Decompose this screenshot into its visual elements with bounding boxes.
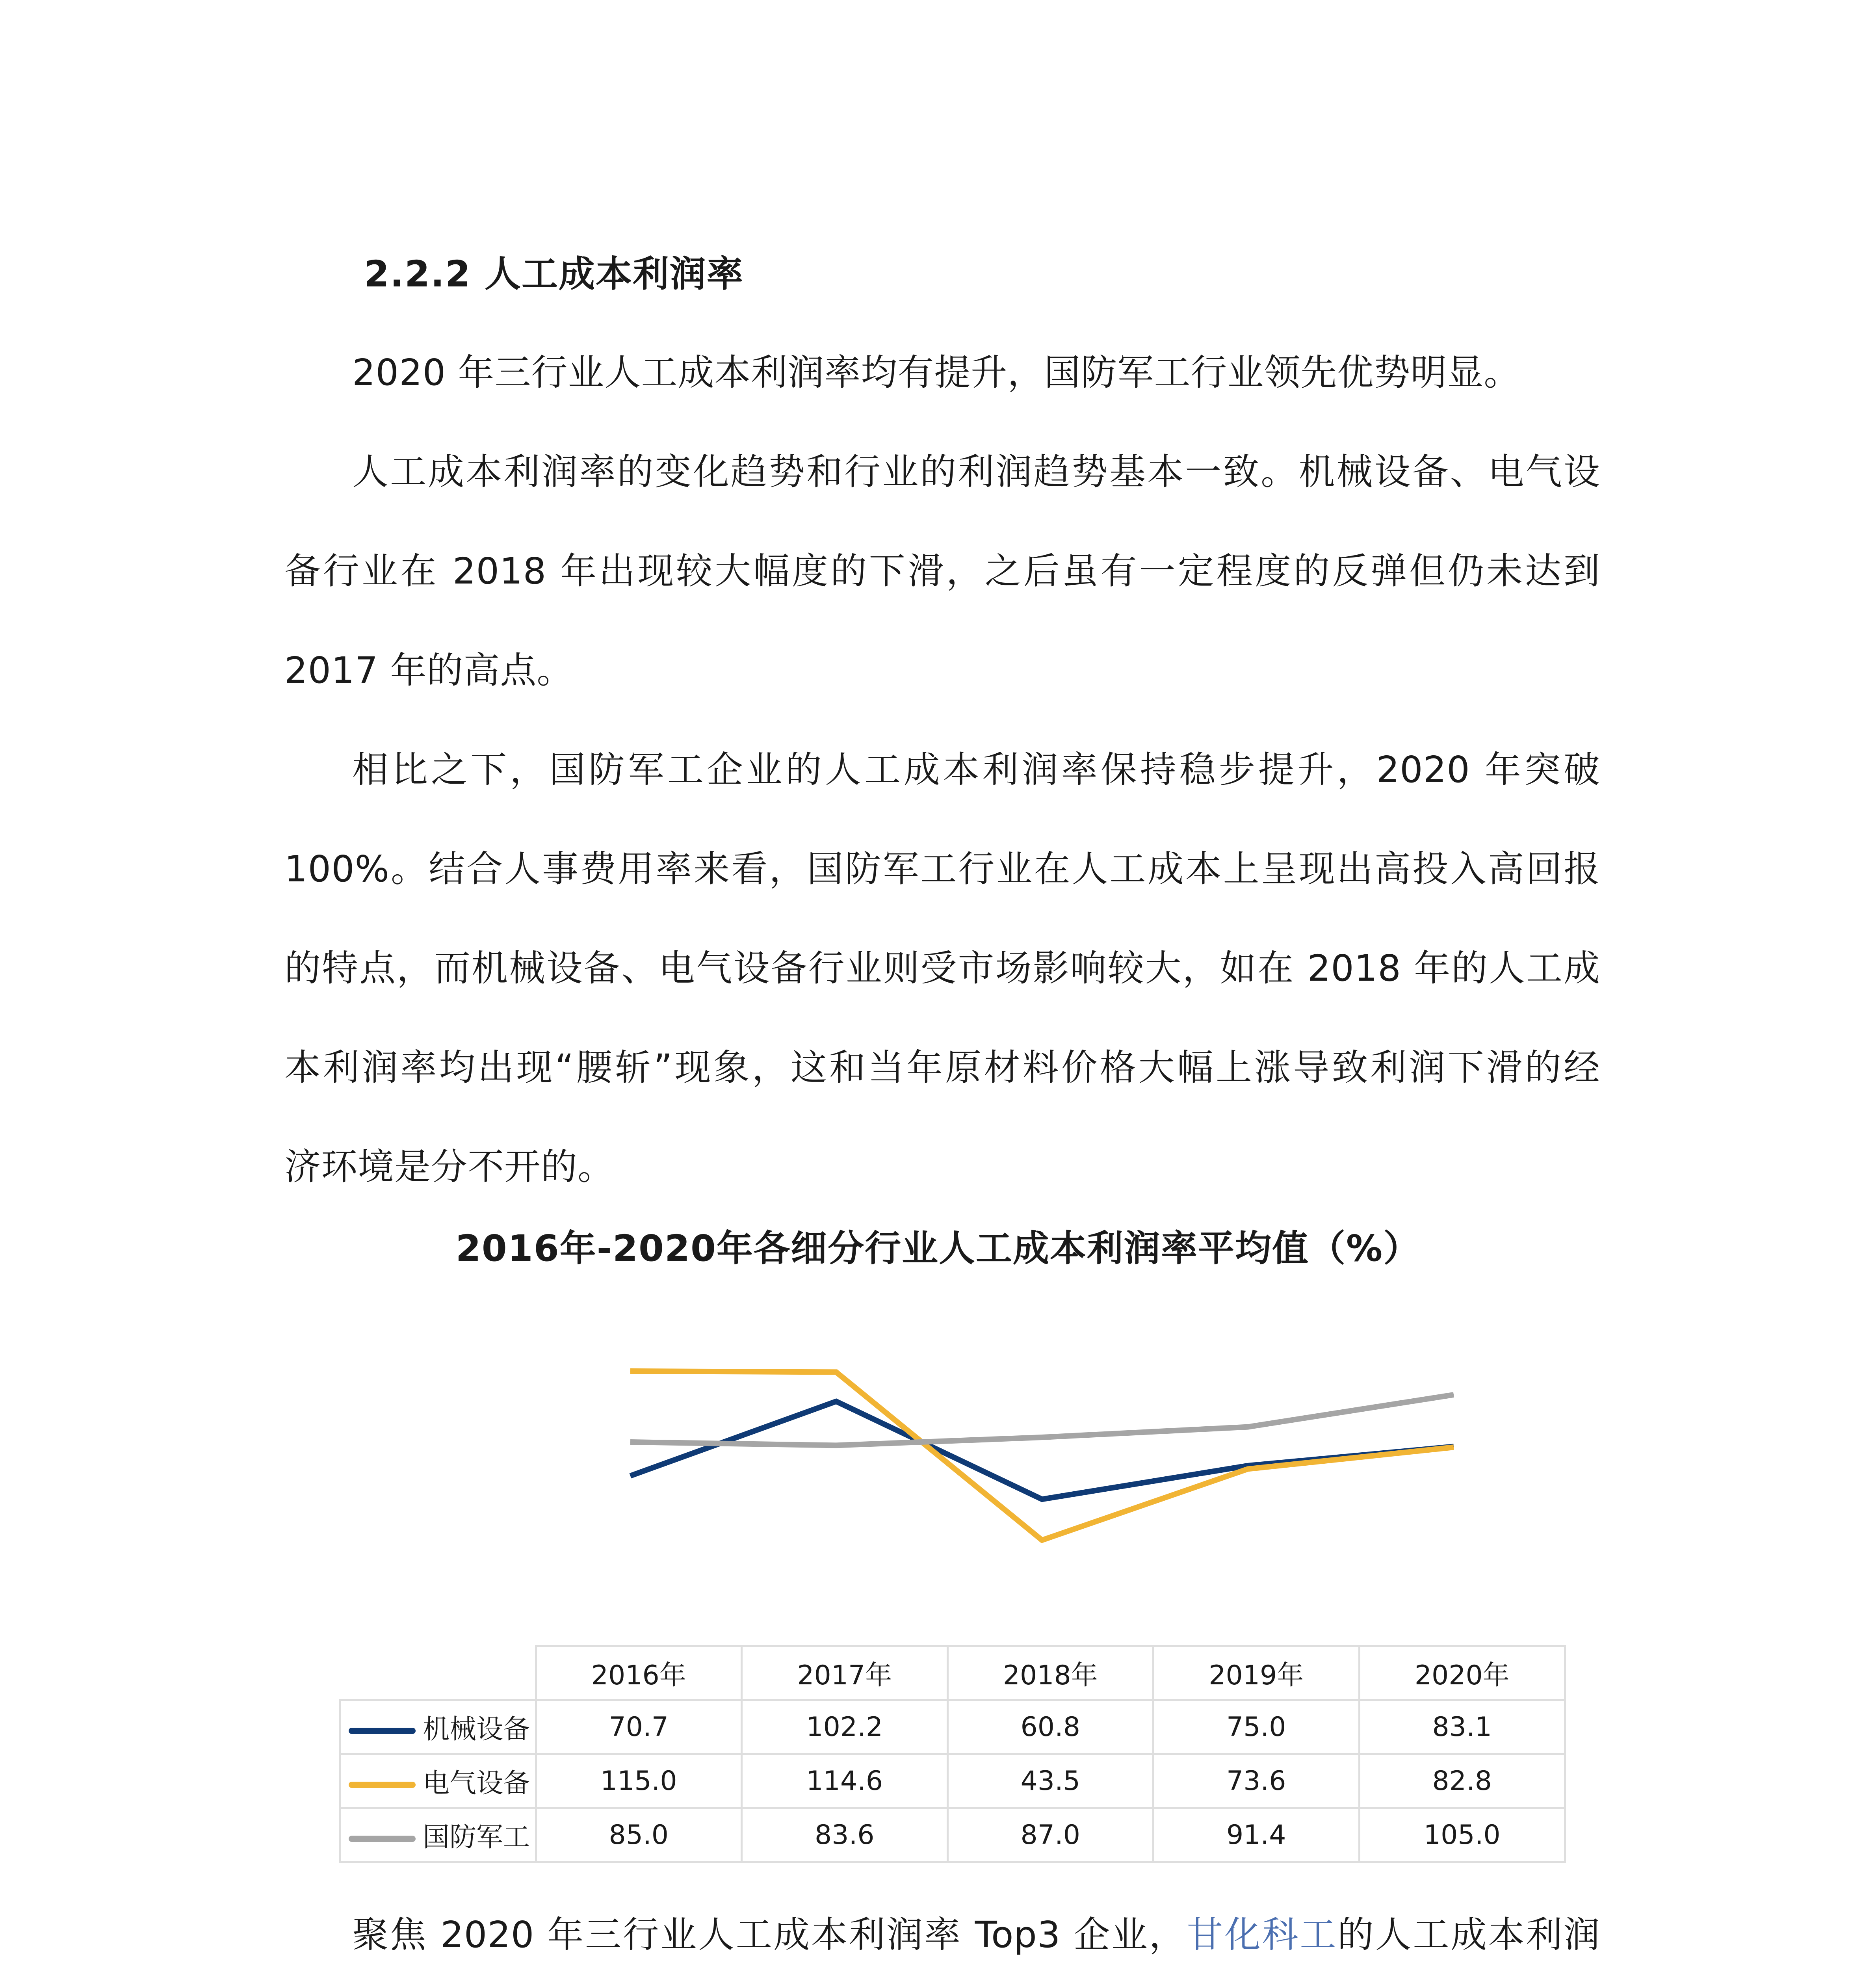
data-cell: 87.0 — [947, 1808, 1153, 1862]
table-row — [340, 1700, 1565, 1754]
data-cell: 82.8 — [1359, 1754, 1565, 1808]
data-point — [1453, 1447, 1454, 1448]
data-cell: 85.0 — [536, 1808, 742, 1862]
legend-entry — [340, 1808, 536, 1862]
legend-entry — [340, 1754, 536, 1808]
chart-data-table — [339, 1645, 1566, 1863]
year-header: 2019年 — [1153, 1646, 1360, 1700]
data-point — [1453, 1394, 1454, 1395]
data-cell: 91.4 — [1153, 1808, 1360, 1862]
paragraph-line: 人工成本利润率的变化趋势和行业的利润趋势基本一致。机械设备、电气设 — [352, 451, 1600, 493]
table-row — [340, 1754, 1565, 1808]
paragraph-1 — [284, 323, 1600, 422]
line-chart — [615, 1347, 1469, 1560]
table-row — [340, 1808, 1565, 1862]
paragraph-4 — [284, 1885, 1600, 1970]
paragraph-2 — [284, 422, 1600, 720]
paragraph-line: 本利润率均出现“腰斩”现象，这和当年原材料价格大幅上涨导致利润下滑的经 — [284, 1046, 1600, 1089]
paragraph-line: 济环境是分不开的。 — [284, 1146, 615, 1188]
paragraph-text: 聚焦 2020 年三行业人工成本利润率 Top3 企业， — [352, 1914, 1187, 1956]
series-line-2 — [630, 1395, 1454, 1445]
year-header: 2018年 — [947, 1646, 1153, 1700]
legend-entry — [340, 1700, 536, 1754]
paragraph-line — [284, 1885, 1600, 1970]
paragraph-line: 的特点，而机械设备、电气设备行业则受市场影响较大，如在 2018 年的人工成 — [284, 947, 1600, 989]
data-cell: 70.7 — [536, 1700, 742, 1754]
data-point — [836, 1445, 837, 1446]
data-point — [630, 1371, 631, 1372]
paragraph-line: 相比之下，国防军工企业的人工成本利润率保持稳步提升，2020 年突破 — [352, 749, 1600, 791]
paragraph-3 — [284, 720, 1600, 1217]
section-heading: 2.2.2 人工成本利润率 — [364, 253, 744, 295]
data-cell: 105.0 — [1359, 1808, 1565, 1862]
data-cell: 83.6 — [742, 1808, 948, 1862]
data-cell: 83.1 — [1359, 1700, 1565, 1754]
table-header-row — [340, 1646, 1565, 1700]
series-name: 机械设备 — [423, 1714, 530, 1745]
legend-swatch-electrical — [349, 1782, 416, 1788]
series-name: 国防军工 — [423, 1821, 530, 1853]
data-cell: 60.8 — [947, 1700, 1153, 1754]
year-header: 2017年 — [742, 1646, 948, 1700]
data-cell: 115.0 — [536, 1754, 742, 1808]
table-corner — [340, 1646, 536, 1700]
data-cell: 43.5 — [947, 1754, 1153, 1808]
data-cell: 75.0 — [1153, 1700, 1360, 1754]
year-header: 2020年 — [1359, 1646, 1565, 1700]
paragraph-line: 2017 年的高点。 — [284, 649, 574, 691]
year-header: 2016年 — [536, 1646, 742, 1700]
paragraph-text: 的人工成本利润 — [1337, 1914, 1600, 1956]
legend-swatch-machinery — [349, 1728, 416, 1734]
data-cell: 114.6 — [742, 1754, 948, 1808]
chart-title: 2016年-2020年各细分行业人工成本利润率平均值（%） — [455, 1227, 1421, 1269]
data-cell: 73.6 — [1153, 1754, 1360, 1808]
paragraph-line: 备行业在 2018 年出现较大幅度的下滑，之后虽有一定程度的反弹但仍未达到 — [284, 550, 1600, 592]
company-link[interactable]: 甘化科工 — [1187, 1914, 1337, 1956]
series-name: 电气设备 — [423, 1767, 530, 1799]
paragraph-line: 2020 年三行业人工成本利润率均有提升，国防军工行业领先优势明显。 — [352, 351, 1521, 394]
paragraph-line: 100%。结合人事费用率来看，国防军工行业在人工成本上呈现出高投入高回报 — [284, 848, 1600, 890]
data-point — [836, 1401, 837, 1402]
data-cell: 102.2 — [742, 1700, 948, 1754]
legend-swatch-defense — [349, 1836, 416, 1842]
